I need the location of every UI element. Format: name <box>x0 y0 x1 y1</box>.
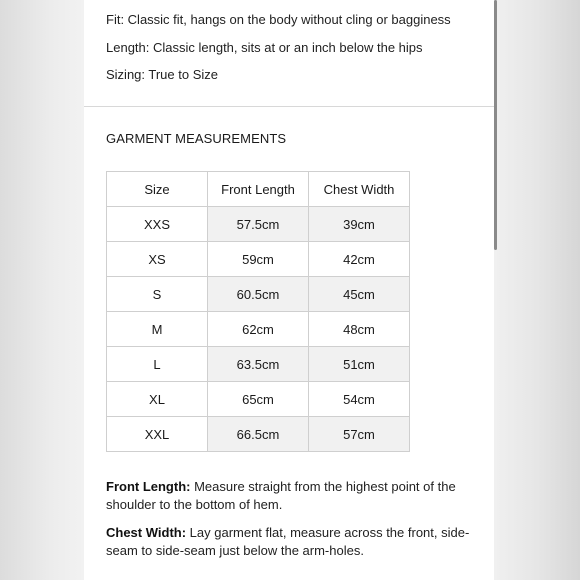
chest-width-label: Chest Width: <box>106 525 187 540</box>
table-row <box>107 382 410 417</box>
table-row <box>107 347 410 382</box>
table-row <box>107 312 410 347</box>
sizing-text: Sizing: True to Size <box>106 67 218 82</box>
background-left <box>0 0 84 580</box>
garment-measurements-title: GARMENT MEASUREMENTS <box>106 131 287 146</box>
product-details-panel <box>84 0 494 580</box>
size-cell: XXS <box>107 207 208 242</box>
chest-width-cell: 57cm <box>309 417 410 452</box>
scrollbar[interactable] <box>494 0 497 250</box>
front-length-cell: 65cm <box>208 382 309 417</box>
size-cell: XXL <box>107 417 208 452</box>
size-cell: M <box>107 312 208 347</box>
chest-width-cell: 45cm <box>309 277 410 312</box>
front-length-cell: 60.5cm <box>208 277 309 312</box>
chest-width-cell: 54cm <box>309 382 410 417</box>
length-text: Length: Classic length, sits at or an inch below the hips <box>106 40 423 55</box>
size-cell: XL <box>107 382 208 417</box>
chest-width-cell: 51cm <box>309 347 410 382</box>
table-row <box>107 242 410 277</box>
front-length-cell: 62cm <box>208 312 309 347</box>
measurements-table <box>106 171 410 452</box>
front-length-label: Front Length: <box>106 479 191 494</box>
size-cell: S <box>107 277 208 312</box>
front-length-cell: 57.5cm <box>208 207 309 242</box>
table-header-row <box>107 172 410 207</box>
table-row <box>107 277 410 312</box>
front-length-note <box>106 478 476 514</box>
table-row <box>107 417 410 452</box>
chest-width-note <box>106 524 476 560</box>
header-front-length: Front Length <box>208 172 309 207</box>
header-size: Size <box>107 172 208 207</box>
chest-width-description: Lay garment flat, measure across the front, side-seam to side-seam just below the arm-holes. <box>106 525 470 558</box>
chest-width-cell: 48cm <box>309 312 410 347</box>
chest-width-cell: 42cm <box>309 242 410 277</box>
background-right <box>494 0 580 580</box>
chest-width-cell: 39cm <box>309 207 410 242</box>
front-length-description: Measure straight from the highest point of the shoulder to the bottom of hem. <box>106 479 456 512</box>
section-divider <box>84 106 494 107</box>
front-length-cell: 66.5cm <box>208 417 309 452</box>
table-row <box>107 207 410 242</box>
size-cell: L <box>107 347 208 382</box>
header-chest-width: Chest Width <box>309 172 410 207</box>
front-length-cell: 59cm <box>208 242 309 277</box>
front-length-cell: 63.5cm <box>208 347 309 382</box>
fit-text: Fit: Classic fit, hangs on the body without cling or bagginess <box>106 12 451 27</box>
size-cell: XS <box>107 242 208 277</box>
